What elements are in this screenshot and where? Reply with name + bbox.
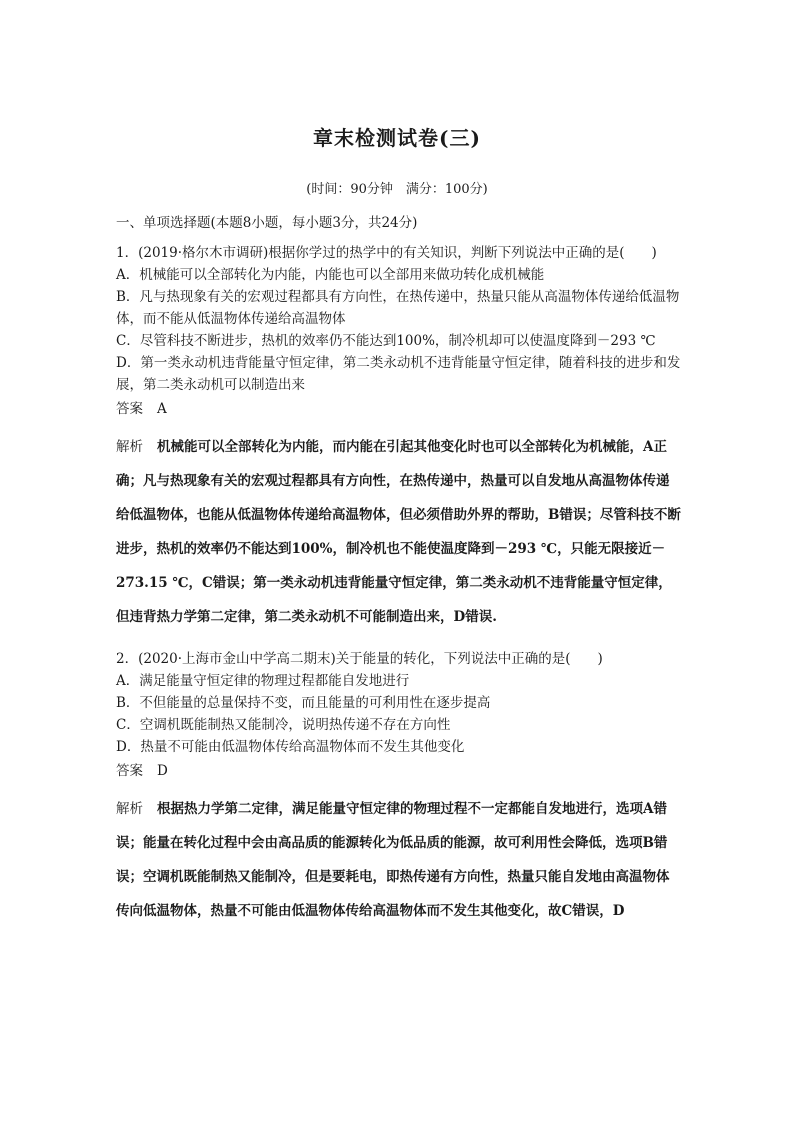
- question-stem: 1．(2019·格尔木市调研)根据你学过的热学中的有关知识，判断下列说法中正确的是( ): [116, 245, 657, 261]
- exam-info: (时间：90分钟 满分：100分): [306, 182, 488, 197]
- option-a: A．满足能量守恒定律的物理过程都能自发地进行: [116, 673, 410, 689]
- option-c: C．尽管科技不断进步，热机的效率仍不能达到100%，制冷机却可以使温度降到－293 ℃: [116, 333, 656, 349]
- explanation-text: 根据热力学第二定律，满足能量守恒定律的物理过程不一定都能自发地进行，选项A错误；能量在转化过程中会由高品质的能源转化为低品质的能源，故可利用性会降低，选项B错误；空调机既能制热又能制冷，但是要耗电，即热传递有方向性，热量只能自发地由高温物体传向低温物体，热量不可能由低温物体传给高温物体而不发生其他变化，故C错误，D: [116, 801, 670, 919]
- option-b: B．不但能量的总量保持不变，而且能量的可利用性在逐步提高: [116, 695, 491, 711]
- explanation-text: 机械能可以全部转化为内能，而内能在引起其他变化时也可以全部转化为机械能，A正确；凡与热现象有关的宏观过程都具有方向性，在热传递中，热量可以自发地从高温物体传递给低温物体，也能从低温物体传递给高温物体，但必须借助外界的帮助，B错误；尽管科技不断进步，热机的效率仍不能达到100%，制冷机也不能使温度降到－293 ℃，只能无限接近－273.15 ℃，C错误；第一类永动机违背能量守恒定律，第二类永动机不违背能量守恒定律，但违背热力学第二定律，第二类永动机不可能制造出来，D错误.: [116, 439, 681, 625]
- option-a: A．机械能可以全部转化为内能，内能也可以全部用来做功转化成机械能: [116, 267, 545, 283]
- answer-value: A: [157, 401, 167, 417]
- question-stem: 2．(2020·上海市金山中学高二期末)关于能量的转化，下列说法中正确的是( ): [116, 651, 603, 667]
- explanation: [116, 792, 682, 928]
- explanation-label: 解析: [116, 439, 143, 455]
- option-d: D．热量不可能由低温物体传给高温物体而不发生其他变化: [116, 739, 465, 755]
- answer: [116, 398, 682, 420]
- option-b: B．凡与热现象有关的宏观过程都具有方向性，在热传递中，热量只能从高温物体传递给低温物体，而不能从低温物体传递给高温物体: [116, 289, 680, 327]
- explanation: [116, 430, 682, 634]
- answer: [116, 760, 682, 782]
- page-title: 章末检测试卷(三): [313, 126, 481, 150]
- question-1: [116, 242, 682, 634]
- answer-label: 答案: [116, 401, 143, 417]
- answer-label: 答案: [116, 763, 143, 779]
- section-heading: 一、单项选择题(本题8小题，每小题3分，共24分): [116, 215, 418, 231]
- option-d: D．第一类永动机违背能量守恒定律，第二类永动机不违背能量守恒定律，随着科技的进步和发展，第二类永动机可以制造出来: [116, 355, 681, 393]
- explanation-label: 解析: [116, 801, 143, 817]
- option-c: C．空调机既能制热又能制冷，说明热传递不存在方向性: [116, 717, 451, 733]
- answer-value: D: [157, 763, 168, 779]
- content: [116, 210, 682, 928]
- question-2: [116, 648, 682, 928]
